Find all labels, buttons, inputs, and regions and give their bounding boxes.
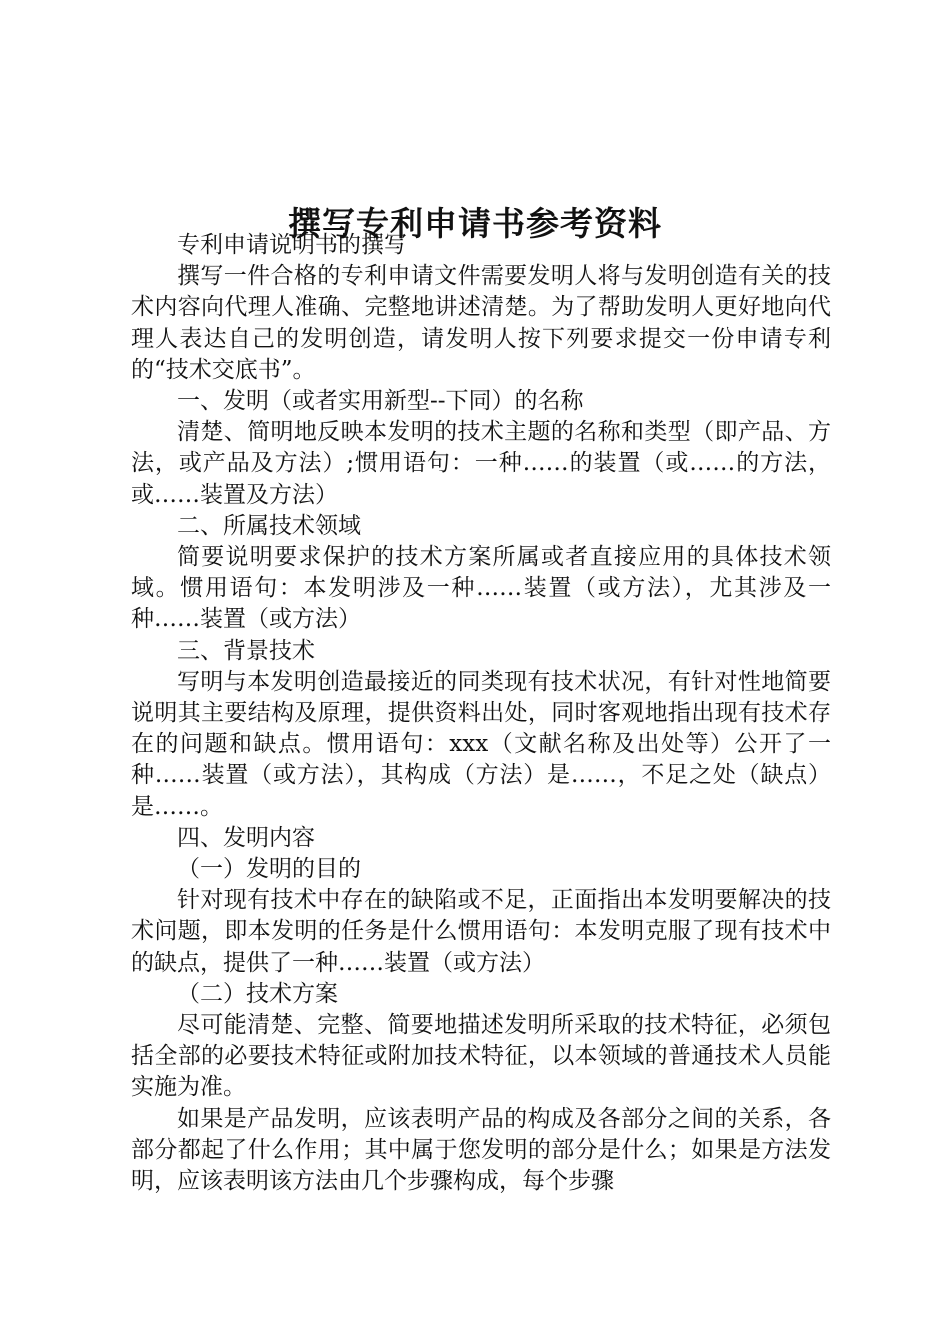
section-heading-background: 三、背景技术 [177,637,315,664]
paragraph-purpose: 针对现有技术中存在的缺陷或不足，正面指出本发明要解决的技术问题，即本发明的任务是什么惯用语句：本发明克服了现有技术中的缺点，提供了一种……装置（或方法） [131,887,831,976]
paragraph-product-method: 如果是产品发明，应该表明产品的构成及各部分之间的关系，各部分都起了什么作用；其中属于您发明的部分是什么；如果是方法发明，应该表明该方法由几个步骤构成，每个步骤 [131,1105,831,1195]
paragraph-field: 简要说明要求保护的技术方案所属或者直接应用的具体技术领域。惯用语句：本发明涉及一种……装置（或方法），尤其涉及一种……装置（或方法） [131,544,831,633]
paragraph-name: 清楚、简明地反映本发明的技术主题的名称和类型（即产品、方法，或产品及方法）;惯用语句：一种……的装置（或……的方法，或……装置及方法） [131,419,831,508]
document-title: 撰写专利申请书参考资料 [288,204,662,244]
paragraph-intro: 撰写一件合格的专利申请文件需要发明人将与发明创造有关的技术内容向代理人准确、完整地讲述清楚。为了帮助发明人更好地向代理人表达自己的发明创造，请发明人按下列要求提交一份申请专利的“技术交底书”。 [131,263,831,383]
paragraph-solution: 尽可能清楚、完整、简要地描述发明所采取的技术特征，必须包括全部的必要技术特征或附加技术特征，以本领域的普通技术人员能实施为准。 [131,1012,831,1101]
section-heading-name: 一、发明（或者实用新型--下同）的名称 [177,388,584,415]
paragraph-subheading: 专利申请说明书的撰写 [177,232,407,258]
document-body [131,230,831,1197]
section-heading-field: 二、所属技术领域 [177,512,361,539]
subsection-heading-solution: （二）技术方案 [177,980,338,1007]
section-heading-content: 四、发明内容 [177,824,315,851]
subsection-heading-purpose: （一）发明的目的 [177,856,361,883]
paragraph-background: 写明与本发明创造最接近的同类现有技术状况，有针对性地简要说明其主要结构及原理，提供资料出处，同时客观地指出现有技术存在的问题和缺点。惯用语句：xxx（文献名称及出处等）公开了一种……装置（或方法），其构成（方法）是……，不足之处（缺点）是……。 [131,668,831,820]
